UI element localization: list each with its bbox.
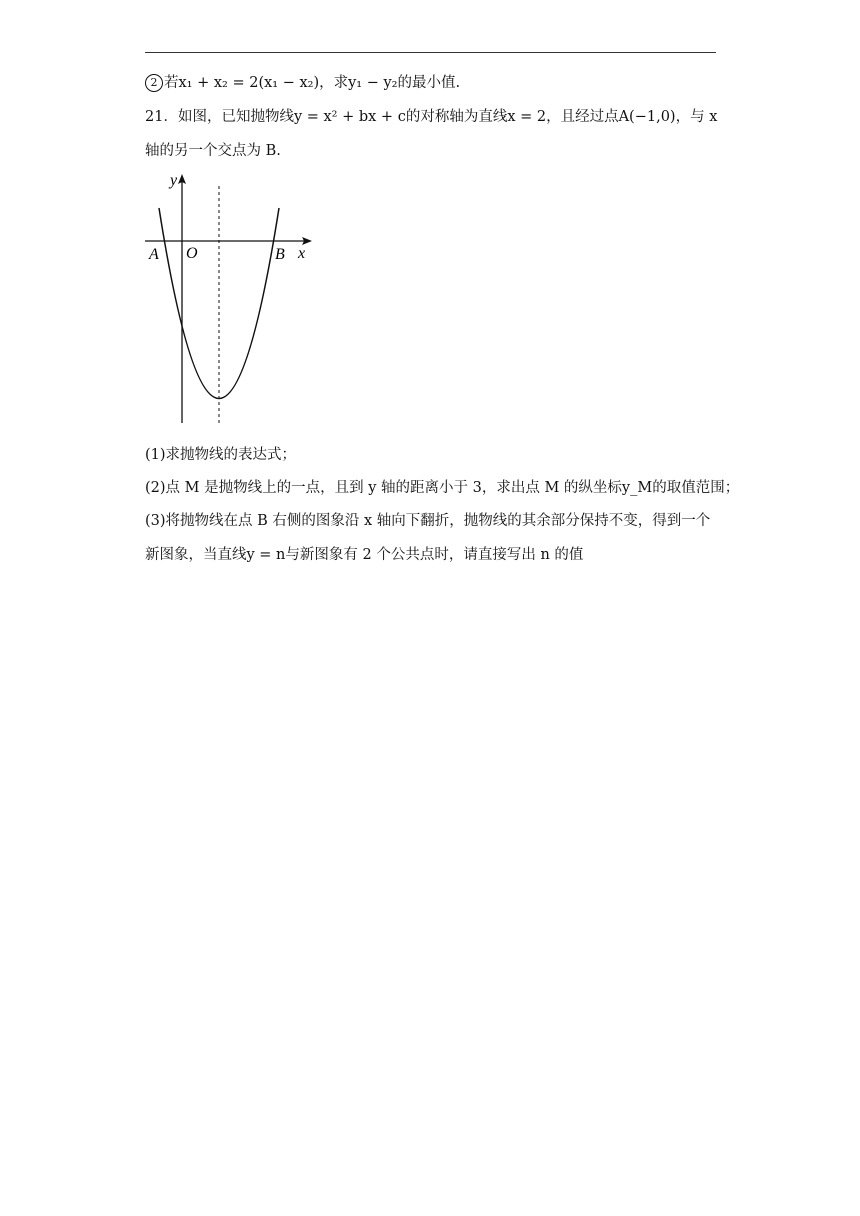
question-21-line-2: 轴的另一个交点为 B.	[145, 143, 281, 159]
y-axis-label: y	[170, 172, 178, 189]
origin-label: O	[186, 245, 198, 262]
part-3-line-2: 新图象，当直线y = n与新图象有 2 个公共点时，请直接写出 n 的值	[145, 547, 584, 563]
sub-question-2	[145, 72, 460, 94]
sub-question-2-text: 若x₁ + x₂ = 2(x₁ − x₂)，求y₁ − y₂的最小值.	[164, 75, 461, 91]
page-top-rule	[145, 52, 716, 53]
parabola-figure-svg	[140, 168, 320, 430]
part-3-line-1: (3)将抛物线在点 B 右侧的图象沿 x 轴向下翻折，抛物线的其余部分保持不变，得到一个	[145, 513, 711, 529]
point-a-label: A	[149, 246, 159, 263]
part-2: (2)点 M 是抛物线上的一点，且到 y 轴的距离小于 3，求出点 M 的纵坐标y_M的取值范围；	[145, 480, 740, 496]
parabola-figure	[140, 168, 320, 430]
part-1: (1)求抛物线的表达式；	[145, 447, 297, 463]
x-axis-label: x	[298, 245, 306, 262]
circled-number-marker: 2	[145, 74, 163, 92]
question-21-line-1: 21．如图，已知抛物线y = x² + bx + c的对称轴为直线x = 2，且经过点A(−1,0)，与 x	[145, 109, 718, 125]
point-b-label: B	[275, 246, 285, 263]
